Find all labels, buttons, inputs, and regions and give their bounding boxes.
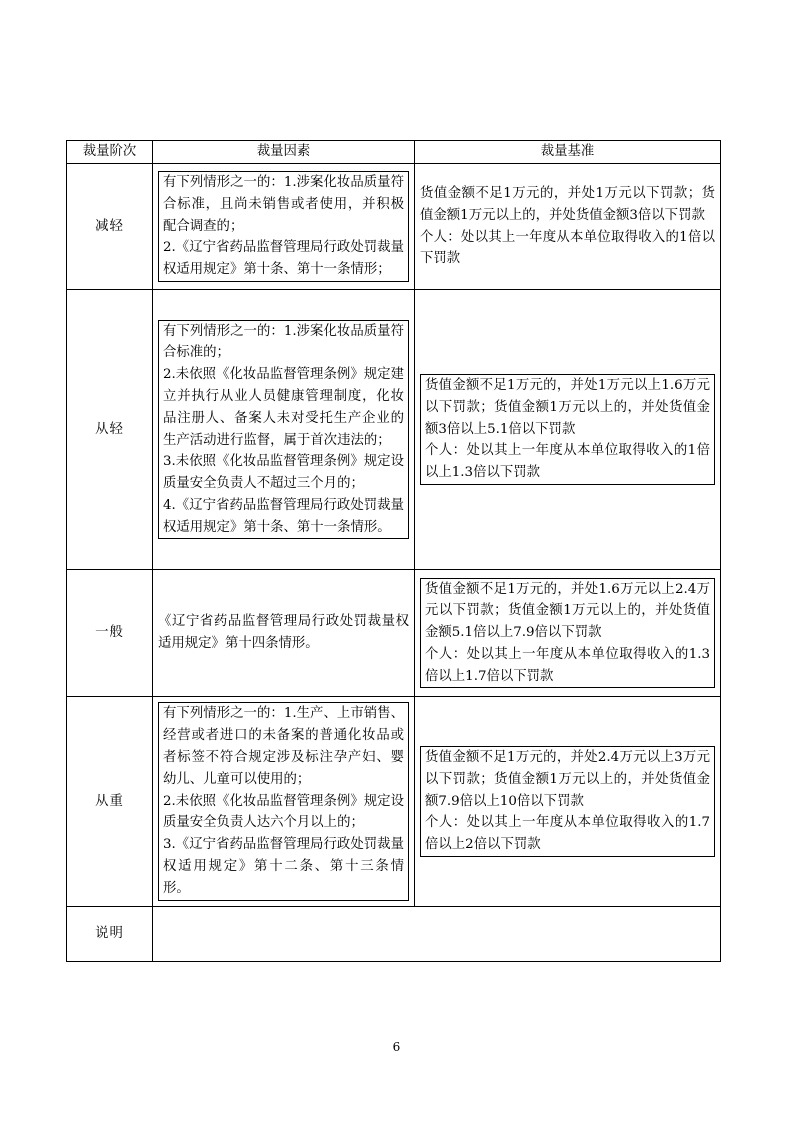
- standard-text: 货值金额不足1万元的，并处2.4万元以上3万元以下罚款；货值金额1万元以上的，并处货值金额7.9倍以上10倍以下罚款: [425, 750, 710, 809]
- factor-text: 4.《辽宁省药品监督管理局行政处罚裁量权适用规定》第十条、第十一条情形。: [163, 497, 404, 535]
- factor-cell: [153, 697, 415, 907]
- factor-cell: [153, 290, 415, 570]
- header-level: 裁量阶次: [67, 141, 153, 164]
- standard-text: 货值金额不足1万元的，并处1万元以下罚款；货值金额1万元以上的，并处货值金额3倍以下罚款: [420, 185, 715, 223]
- level-cell: 减轻: [67, 164, 153, 290]
- level-cell: 从轻: [67, 290, 153, 570]
- factor-text: 2.未依照《化妆品监督管理条例》规定建立并执行从业人员健康管理制度，化妆品注册人、备案人未对受托生产企业的生产活动进行监督，属于首次违法的；: [163, 367, 404, 448]
- standard-text: 个人：处以其上一年度从本单位取得收入的1.3倍以上1.7倍以下罚款: [425, 646, 710, 684]
- factor-text: 有下列情形之一的：1.涉案化妆品质量符合标准，且尚未销售或者使用，并积极配合调查的；: [163, 175, 404, 234]
- standard-text: 个人：处以其上一年度从本单位取得收入的1倍以上1.3倍以下罚款: [425, 443, 710, 481]
- standard-text: 货值金额不足1万元的，并处1万元以上1.6万元以下罚款；货值金额1万元以上的，并处货值金额3倍以上5.1倍以下罚款: [425, 378, 710, 437]
- standard-text: 货值金额不足1万元的，并处1.6万元以上2.4万元以下罚款；货值金额1万元以上的，并处货值金额5.1倍以上7.9倍以下罚款: [425, 581, 710, 641]
- standard-text: 个人：处以其上一年度从本单位取得收入的1.7倍以上2倍以下罚款: [425, 815, 710, 853]
- factor-box: [158, 320, 409, 540]
- standard-box: [420, 746, 715, 857]
- level-cell: 从重: [67, 697, 153, 907]
- standard-cell: [415, 290, 721, 570]
- table-row: [67, 290, 721, 570]
- standard-box: [420, 578, 715, 689]
- factor-text: 2.未依照《化妆品监督管理条例》规定设质量安全负责人达六个月以上的；: [163, 793, 404, 831]
- header-standards: 裁量基准: [415, 141, 721, 164]
- factor-text: 有下列情形之一的：1.涉案化妆品质量符合标准的；: [163, 323, 404, 361]
- factor-text: 3.《辽宁省药品监督管理局行政处罚裁量权适用规定》第十二条、第十三条情形。: [163, 837, 404, 896]
- level-cell: 一般: [67, 570, 153, 697]
- note-label: 说明: [67, 907, 153, 962]
- table-row: [67, 697, 721, 907]
- table-row-note: [67, 907, 721, 962]
- factor-box: [158, 702, 409, 900]
- page-number: 6: [392, 1040, 401, 1054]
- factor-text: 《辽宁省药品监督管理局行政处罚裁量权适用规定》第十四条情形。: [158, 614, 409, 651]
- table-row: [67, 570, 721, 697]
- factor-text: 3.未依照《化妆品监督管理条例》规定设质量安全负责人不超过三个月的；: [163, 454, 404, 492]
- standard-cell: [415, 570, 721, 697]
- factor-text: 有下列情形之一的：1.生产、上市销售、经营或者进口的未备案的普通化妆品或者标签不符合规定涉及标注孕产妇、婴幼儿、儿童可以使用的；: [163, 706, 404, 787]
- standard-cell: [415, 164, 721, 290]
- factor-text: 2.《辽宁省药品监督管理局行政处罚裁量权适用规定》第十条、第十一条情形；: [163, 240, 404, 278]
- table-row: [67, 164, 721, 290]
- factor-box: [158, 171, 409, 282]
- table-header-row: [67, 141, 721, 164]
- standard-box: [420, 374, 715, 485]
- header-factors: 裁量因素: [153, 141, 415, 164]
- discretion-standard-table: [66, 140, 721, 962]
- standard-cell: [415, 697, 721, 907]
- factor-cell: [153, 570, 415, 697]
- factor-cell: [153, 164, 415, 290]
- standard-text: 个人：处以其上一年度从本单位取得收入的1倍以下罚款: [420, 229, 715, 267]
- note-value: [153, 907, 721, 962]
